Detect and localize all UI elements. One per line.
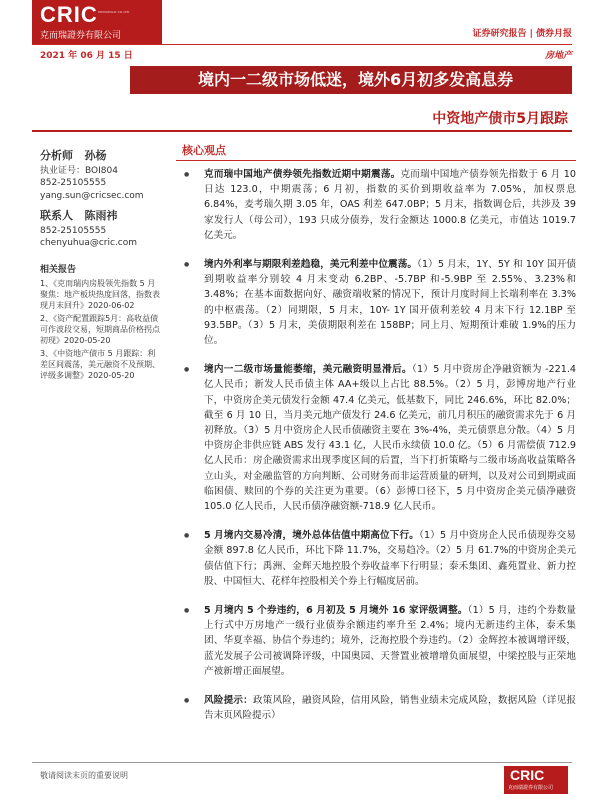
report-type-tags: 证券研究报告 | 债券月报 xyxy=(472,29,572,39)
contact-name-line xyxy=(40,210,162,223)
title-divider xyxy=(32,130,572,132)
contact-role: 联系人 xyxy=(40,209,73,222)
key-point xyxy=(176,257,576,348)
key-point-lead: 5 月境内 5 个券违约，6 月初及 5 月境外 16 家评级调整。 xyxy=(204,605,468,617)
risk-warning-lead: 风险提示： xyxy=(204,695,253,707)
footer-disclaimer-note[interactable]: 敬请阅读末页的重要说明 xyxy=(40,771,128,780)
related-report-item[interactable]: 3、《中资地产债市 5 月跟踪：利差区间震荡，美元融资不及预期、评级多调整》2020-05-20 xyxy=(40,349,160,380)
analyst-email[interactable]: yang.sun@cricsec.com xyxy=(40,190,144,201)
key-point-lead: 境内一二级市场量能萎缩，美元融资明显滑后。 xyxy=(204,364,412,376)
related-report-item[interactable]: 1、《克而瑞内房股领先指数 5 月聚焦：地产板块热度回落，指数表现月末回升》2020-06-02 xyxy=(40,279,160,310)
core-views-section xyxy=(176,142,576,738)
contact-name: 陈雨祎 xyxy=(84,209,118,222)
contact-phone: 852-25105555 xyxy=(40,225,107,236)
report-subtitle: 中资地产债市5月跟踪 xyxy=(432,111,568,127)
analyst-name-line xyxy=(40,150,162,163)
header-divider xyxy=(32,44,572,45)
contact-email[interactable]: chenyuhua@cric.com xyxy=(40,238,138,248)
key-point xyxy=(176,603,576,679)
key-point xyxy=(176,167,576,243)
footer-logo-chinese: 克而瑞證券有限公司 xyxy=(508,785,554,791)
logo-text: CRIC xyxy=(40,2,98,27)
risk-warning-body: 政策风险，融资风险，信用风险，销售业绩未完成风险，数据风险（详见报告末页风险提示） xyxy=(204,695,577,722)
analyst-sidebar xyxy=(40,150,162,383)
core-views-title: 核心观点 xyxy=(182,144,226,157)
logo-chinese: 克而瑞證券有限公司 xyxy=(40,31,122,41)
header-logo xyxy=(32,0,162,44)
key-point-body: （1）5 月末，1Y、5Y 和 10Y 国开债到期收益率分别较 4 月末变动 6.2BP、-5.7BP 和-5.9BP 至 2.55%、3.23%和 3.48%；在基本面数据向好、融资端收紧的情况下，预计月度时间上长端利率在 3.3%的中枢震荡。（2）同期限，5 月末，10Y- 1Y 国开债利差较 4 月末下行 12.1BP 至 93.5BP。（3）5 月末，美债期限利差在 158BP；同上月、短期预计难破 1.9%的压力位。 xyxy=(204,259,576,347)
contact-person xyxy=(40,210,162,250)
key-point-body: （1）5 月，违约个券数量上行式中万房地产一级行业债券余额违约率升至 2.4%；境内无新违约主体，泰禾集团、华夏幸福、协信个券违约；境外，泛海控股个券违约。（2）金辉控本被调增评级，蓝光发展子公司被调降评级，中国奥园、天誉置业被增增负面展望，中梁控股与正荣地产被新增正面展望。 xyxy=(204,605,576,677)
analyst-phone: 852-25105555 xyxy=(40,178,107,188)
analyst-contact xyxy=(40,150,162,202)
report-date: 2021 年 06 月 15 日 xyxy=(40,51,133,61)
analyst-license: 执业证号：BOI804 xyxy=(40,165,118,176)
report-sector: 房地产 xyxy=(544,51,572,61)
risk-warning xyxy=(176,693,576,723)
report-title: 境内一二级市场低迷，境外6月初多发高息券 xyxy=(130,66,572,94)
footer-logo-text: CRIC xyxy=(510,767,545,783)
key-point-body: 克而瑞中国地产债券领先指数于 6 月 10 日达 123.0，中期震荡；6 月初，指数的买价到期收益率为 7.05%，加权票息 6.84%，麦考瑞久期 3.05 年，OAS 利差 647.0BP；5 月末，指数调仓后，共涉及 39 家发行人（母公司），193 只成分债券，发行金额达 1000.8 亿美元，市值达 1019.7 亿美元。 xyxy=(204,169,576,241)
key-point-lead: 克而瑞中国地产债券领先指数近期中期震荡。 xyxy=(204,169,401,180)
core-views-divider xyxy=(176,160,576,161)
analyst-role: 分析师 xyxy=(40,149,73,162)
key-point-lead: 5 月境内交易冷清，境外总体估值中期高位下行。 xyxy=(204,530,420,542)
analyst-name: 孙杨 xyxy=(84,149,107,162)
key-point xyxy=(176,362,576,514)
logo-english: SHOUPOLD CO.LTD xyxy=(98,10,130,14)
key-point-body: （1）5 月中资房企人民币债现券交易金额 897.8 亿人民币，环比下降 11.7%，交易趋冷。（2）5 月 61.7%的中资房企美元债估值下行；禹洲、金辉天地控股个券收益率下行明显；泰禾集团、鑫苑置业、新力控股、中国恒大、花样年控股相关个券上行幅度居前。 xyxy=(204,530,576,587)
related-reports-title: 相关报告 xyxy=(40,264,77,275)
key-point-body: （1）5 月中资房企净融资额为 -221.4 亿人民币；新发人民币债主体 AA+级以上占比 88.5%。（2）5 月，彭博房地产行业下，中资房企美元债发行金额 47.4 亿美元，低基数下，同比 246.6%，环比 82.0%；截至 6 月 10 日，当月美元地产债发行 24.6 亿美元，前几月积压的融资需求先于 6 月初释放。（3）5 月中资房企人民币债融资主要在 3%-4%，美元债票息分散。（4）5 月中资房企非供应链 ABS 发行 43.1 亿，人民币永续债 10.0 亿。（5）6 月需偿债 712.9 亿人民币：房企融资需求出现季度区间的后置，当下打折策略与二级市场高收益策略各立山头，对金融监管的方向判断、公司财务而非运营质量的研判，以及对公司到期或面临困债、赎回的个券的关注更为重要。（6）彭博口径下，5 月中资房企美元债净融资 105.0 亿人民币，人民币债净融资额-718.9 亿人民币。 xyxy=(204,364,577,513)
footer-divider xyxy=(32,762,572,763)
key-point xyxy=(176,528,576,589)
key-point-lead: 境内外利率与期限利差趋稳，美元利差中位震荡。 xyxy=(204,259,418,271)
related-report-item[interactable]: 2、《资产配置跟踪5月：高收益债可作波段交易，短期商品价格拐点初现》2020-05-20 xyxy=(40,314,160,345)
footer-logo xyxy=(504,766,568,794)
